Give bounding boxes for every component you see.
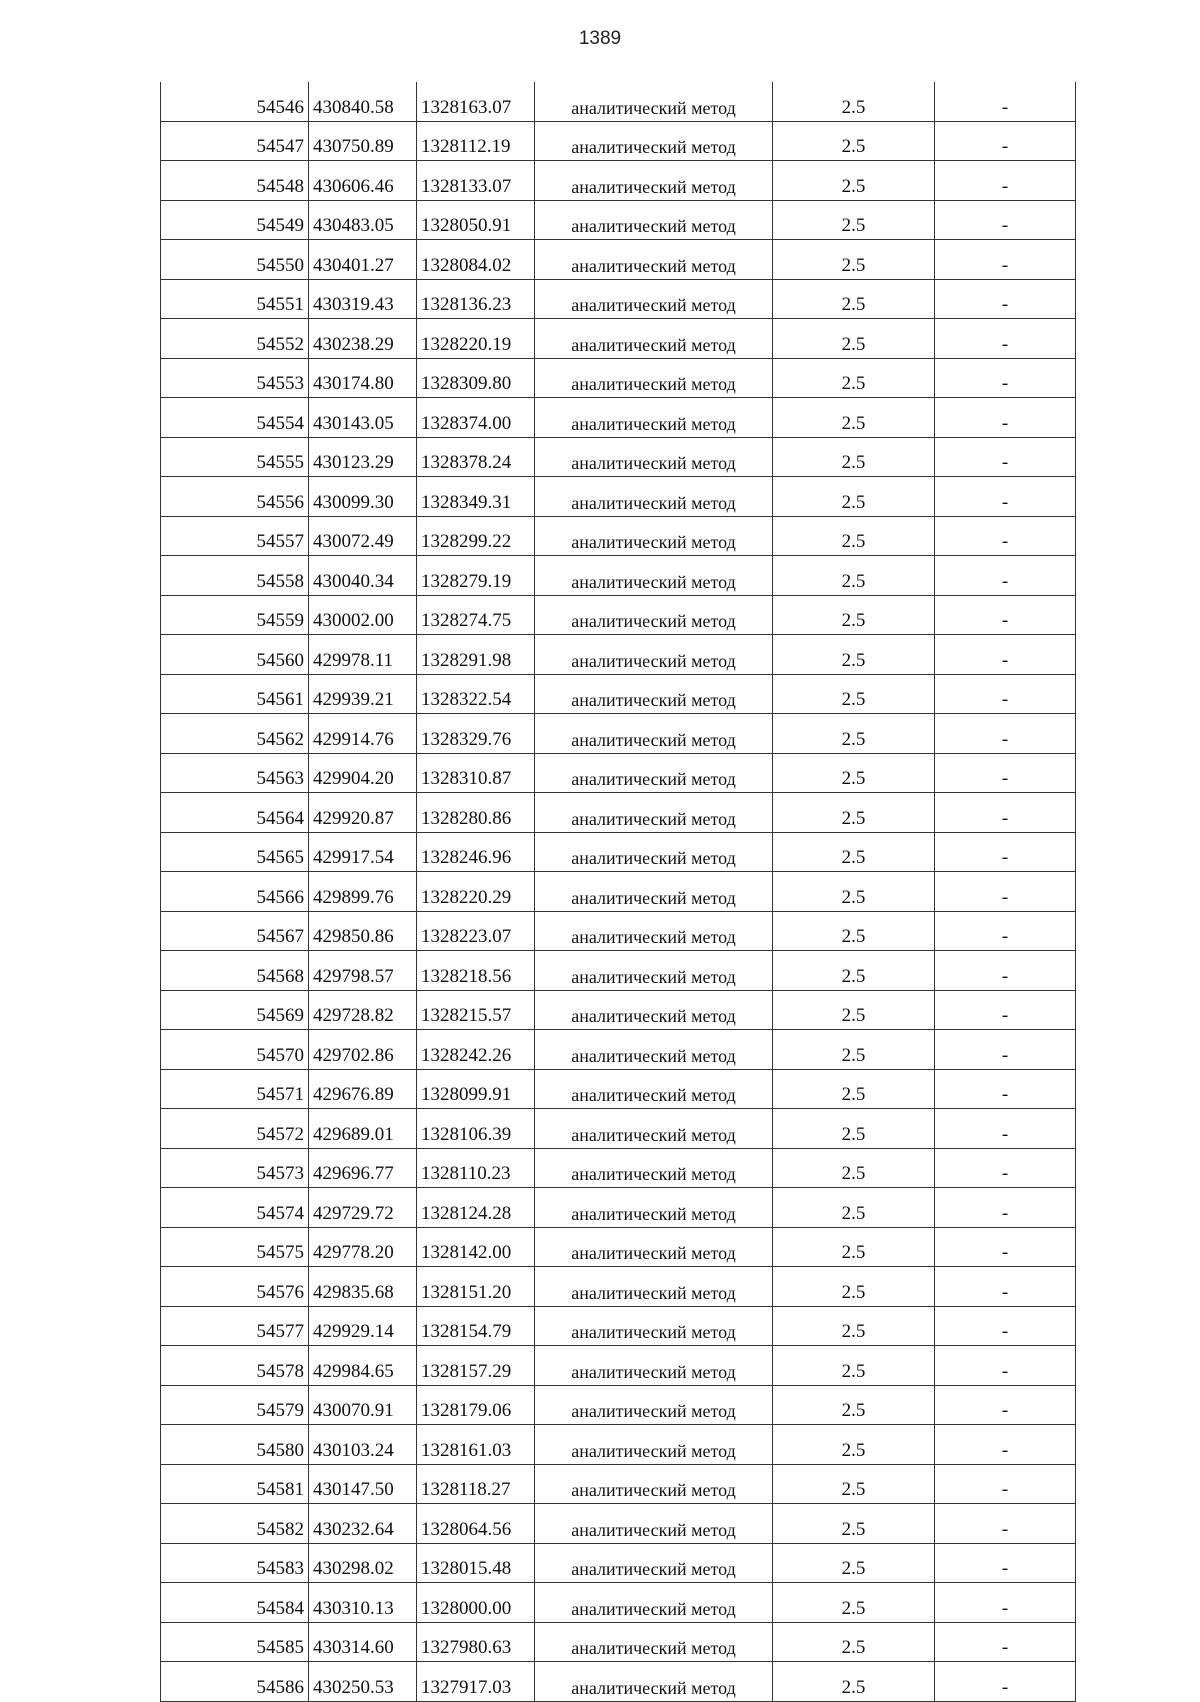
table-row [161,1346,1076,1386]
method-cell: аналитический метод [535,556,773,596]
table-row [161,1109,1076,1149]
point-number-cell: 54563 [161,753,309,793]
table-row [161,82,1076,121]
method-cell: аналитический метод [535,437,773,477]
point-number-cell: 54555 [161,437,309,477]
note-cell: - [935,1622,1076,1662]
method-cell: аналитический метод [535,1583,773,1623]
point-number-cell: 54578 [161,1346,309,1386]
x-coordinate-cell: 429914.76 [309,714,417,754]
point-number-cell: 54581 [161,1464,309,1504]
table-row [161,477,1076,517]
x-coordinate-cell: 430099.30 [309,477,417,517]
method-cell: аналитический метод [535,319,773,359]
accuracy-cell: 2.5 [773,1583,935,1623]
table-row [161,635,1076,675]
table-row [161,1543,1076,1583]
note-cell: - [935,1188,1076,1228]
y-coordinate-cell: 1328154.79 [417,1306,535,1346]
point-number-cell: 54549 [161,200,309,240]
page-number: 1389 [578,28,622,49]
method-cell: аналитический метод [535,872,773,912]
method-cell: аналитический метод [535,793,773,833]
note-cell: - [935,1504,1076,1544]
point-number-cell: 54559 [161,595,309,635]
x-coordinate-cell: 430750.89 [309,121,417,161]
note-cell: - [935,279,1076,319]
y-coordinate-cell: 1327980.63 [417,1622,535,1662]
x-coordinate-cell: 430123.29 [309,437,417,477]
accuracy-cell: 2.5 [773,1188,935,1228]
x-coordinate-cell: 430840.58 [309,82,417,121]
y-coordinate-cell: 1328274.75 [417,595,535,635]
point-number-cell: 54574 [161,1188,309,1228]
x-coordinate-cell: 430103.24 [309,1425,417,1465]
table-row [161,1662,1076,1702]
note-cell: - [935,161,1076,201]
note-cell: - [935,1346,1076,1386]
note-cell: - [935,1543,1076,1583]
y-coordinate-cell: 1328299.22 [417,516,535,556]
point-number-cell: 54584 [161,1583,309,1623]
x-coordinate-cell: 430143.05 [309,398,417,438]
method-cell: аналитический метод [535,1227,773,1267]
method-cell: аналитический метод [535,832,773,872]
note-cell: - [935,1464,1076,1504]
coordinates-table [160,82,1076,1702]
accuracy-cell: 2.5 [773,1109,935,1149]
x-coordinate-cell: 429984.65 [309,1346,417,1386]
y-coordinate-cell: 1328215.57 [417,990,535,1030]
accuracy-cell: 2.5 [773,1543,935,1583]
x-coordinate-cell: 430174.80 [309,358,417,398]
table-row [161,1227,1076,1267]
y-coordinate-cell: 1328084.02 [417,240,535,280]
y-coordinate-cell: 1328378.24 [417,437,535,477]
table-row [161,1148,1076,1188]
accuracy-cell: 2.5 [773,556,935,596]
point-number-cell: 54550 [161,240,309,280]
note-cell: - [935,1148,1076,1188]
y-coordinate-cell: 1328279.19 [417,556,535,596]
table-row [161,1267,1076,1307]
table-row [161,556,1076,596]
x-coordinate-cell: 429696.77 [309,1148,417,1188]
accuracy-cell: 2.5 [773,240,935,280]
x-coordinate-cell: 429904.20 [309,753,417,793]
note-cell: - [935,240,1076,280]
x-coordinate-cell: 429978.11 [309,635,417,675]
accuracy-cell: 2.5 [773,279,935,319]
point-number-cell: 54586 [161,1662,309,1702]
accuracy-cell: 2.5 [773,1662,935,1702]
y-coordinate-cell: 1327917.03 [417,1662,535,1702]
table-row [161,319,1076,359]
table-row [161,1504,1076,1544]
y-coordinate-cell: 1328000.00 [417,1583,535,1623]
accuracy-cell: 2.5 [773,358,935,398]
point-number-cell: 54561 [161,674,309,714]
method-cell: аналитический метод [535,1543,773,1583]
y-coordinate-cell: 1328136.23 [417,279,535,319]
accuracy-cell: 2.5 [773,753,935,793]
point-number-cell: 54570 [161,1030,309,1070]
note-cell: - [935,477,1076,517]
note-cell: - [935,1109,1076,1149]
accuracy-cell: 2.5 [773,82,935,121]
note-cell: - [935,1662,1076,1702]
method-cell: аналитический метод [535,1148,773,1188]
y-coordinate-cell: 1328374.00 [417,398,535,438]
point-number-cell: 54582 [161,1504,309,1544]
y-coordinate-cell: 1328015.48 [417,1543,535,1583]
y-coordinate-cell: 1328322.54 [417,674,535,714]
x-coordinate-cell: 430232.64 [309,1504,417,1544]
y-coordinate-cell: 1328309.80 [417,358,535,398]
x-coordinate-cell: 429920.87 [309,793,417,833]
table-row [161,595,1076,635]
table-row [161,753,1076,793]
table-row [161,1464,1076,1504]
y-coordinate-cell: 1328142.00 [417,1227,535,1267]
method-cell: аналитический метод [535,1267,773,1307]
y-coordinate-cell: 1328157.29 [417,1346,535,1386]
note-cell: - [935,398,1076,438]
table-row [161,1583,1076,1623]
y-coordinate-cell: 1328329.76 [417,714,535,754]
note-cell: - [935,911,1076,951]
y-coordinate-cell: 1328246.96 [417,832,535,872]
table-row [161,358,1076,398]
method-cell: аналитический метод [535,200,773,240]
point-number-cell: 54552 [161,319,309,359]
table-row [161,1069,1076,1109]
note-cell: - [935,714,1076,754]
method-cell: аналитический метод [535,1109,773,1149]
table-row [161,516,1076,556]
x-coordinate-cell: 429917.54 [309,832,417,872]
x-coordinate-cell: 429778.20 [309,1227,417,1267]
method-cell: аналитический метод [535,595,773,635]
y-coordinate-cell: 1328242.26 [417,1030,535,1070]
method-cell: аналитический метод [535,1306,773,1346]
y-coordinate-cell: 1328050.91 [417,200,535,240]
x-coordinate-cell: 429729.72 [309,1188,417,1228]
point-number-cell: 54576 [161,1267,309,1307]
accuracy-cell: 2.5 [773,1622,935,1662]
y-coordinate-cell: 1328161.03 [417,1425,535,1465]
method-cell: аналитический метод [535,1030,773,1070]
note-cell: - [935,753,1076,793]
y-coordinate-cell: 1328220.29 [417,872,535,912]
point-number-cell: 54548 [161,161,309,201]
table-row [161,990,1076,1030]
table-row [161,1030,1076,1070]
x-coordinate-cell: 430238.29 [309,319,417,359]
x-coordinate-cell: 430483.05 [309,200,417,240]
method-cell: аналитический метод [535,911,773,951]
method-cell: аналитический метод [535,674,773,714]
note-cell: - [935,1069,1076,1109]
y-coordinate-cell: 1328112.19 [417,121,535,161]
point-number-cell: 54566 [161,872,309,912]
point-number-cell: 54583 [161,1543,309,1583]
accuracy-cell: 2.5 [773,1069,935,1109]
accuracy-cell: 2.5 [773,1504,935,1544]
note-cell: - [935,1385,1076,1425]
note-cell: - [935,82,1076,121]
point-number-cell: 54546 [161,82,309,121]
method-cell: аналитический метод [535,1464,773,1504]
accuracy-cell: 2.5 [773,832,935,872]
accuracy-cell: 2.5 [773,398,935,438]
method-cell: аналитический метод [535,1662,773,1702]
y-coordinate-cell: 1328099.91 [417,1069,535,1109]
y-coordinate-cell: 1328280.86 [417,793,535,833]
method-cell: аналитический метод [535,161,773,201]
method-cell: аналитический метод [535,635,773,675]
method-cell: аналитический метод [535,1622,773,1662]
note-cell: - [935,793,1076,833]
note-cell: - [935,358,1076,398]
table-body [161,82,1076,1701]
method-cell: аналитический метод [535,1188,773,1228]
y-coordinate-cell: 1328133.07 [417,161,535,201]
point-number-cell: 54564 [161,793,309,833]
note-cell: - [935,872,1076,912]
accuracy-cell: 2.5 [773,1425,935,1465]
x-coordinate-cell: 430319.43 [309,279,417,319]
table-row [161,714,1076,754]
table-row [161,1306,1076,1346]
method-cell: аналитический метод [535,82,773,121]
point-number-cell: 54575 [161,1227,309,1267]
point-number-cell: 54553 [161,358,309,398]
table-row [161,279,1076,319]
point-number-cell: 54572 [161,1109,309,1149]
method-cell: аналитический метод [535,121,773,161]
accuracy-cell: 2.5 [773,161,935,201]
method-cell: аналитический метод [535,714,773,754]
point-number-cell: 54556 [161,477,309,517]
table-row [161,200,1076,240]
table-row [161,240,1076,280]
accuracy-cell: 2.5 [773,714,935,754]
note-cell: - [935,1425,1076,1465]
note-cell: - [935,121,1076,161]
table-row [161,437,1076,477]
accuracy-cell: 2.5 [773,1267,935,1307]
x-coordinate-cell: 429689.01 [309,1109,417,1149]
x-coordinate-cell: 430314.60 [309,1622,417,1662]
table-row [161,161,1076,201]
table-row [161,793,1076,833]
note-cell: - [935,319,1076,359]
y-coordinate-cell: 1328151.20 [417,1267,535,1307]
table-row [161,832,1076,872]
note-cell: - [935,990,1076,1030]
x-coordinate-cell: 430070.91 [309,1385,417,1425]
accuracy-cell: 2.5 [773,477,935,517]
table-row [161,1425,1076,1465]
x-coordinate-cell: 430401.27 [309,240,417,280]
accuracy-cell: 2.5 [773,200,935,240]
method-cell: аналитический метод [535,477,773,517]
point-number-cell: 54579 [161,1385,309,1425]
x-coordinate-cell: 430147.50 [309,1464,417,1504]
note-cell: - [935,516,1076,556]
method-cell: аналитический метод [535,1425,773,1465]
x-coordinate-cell: 429676.89 [309,1069,417,1109]
note-cell: - [935,200,1076,240]
accuracy-cell: 2.5 [773,1148,935,1188]
x-coordinate-cell: 429728.82 [309,990,417,1030]
y-coordinate-cell: 1328163.07 [417,82,535,121]
note-cell: - [935,437,1076,477]
accuracy-cell: 2.5 [773,319,935,359]
x-coordinate-cell: 430606.46 [309,161,417,201]
point-number-cell: 54554 [161,398,309,438]
x-coordinate-cell: 430040.34 [309,556,417,596]
table-row [161,674,1076,714]
point-number-cell: 54565 [161,832,309,872]
method-cell: аналитический метод [535,1069,773,1109]
method-cell: аналитический метод [535,279,773,319]
y-coordinate-cell: 1328349.31 [417,477,535,517]
y-coordinate-cell: 1328124.28 [417,1188,535,1228]
table-row [161,1188,1076,1228]
y-coordinate-cell: 1328179.06 [417,1385,535,1425]
point-number-cell: 54547 [161,121,309,161]
y-coordinate-cell: 1328310.87 [417,753,535,793]
x-coordinate-cell: 429939.21 [309,674,417,714]
point-number-cell: 54557 [161,516,309,556]
accuracy-cell: 2.5 [773,1306,935,1346]
method-cell: аналитический метод [535,1346,773,1386]
y-coordinate-cell: 1328106.39 [417,1109,535,1149]
point-number-cell: 54551 [161,279,309,319]
table-row [161,1622,1076,1662]
point-number-cell: 54568 [161,951,309,991]
note-cell: - [935,635,1076,675]
point-number-cell: 54577 [161,1306,309,1346]
accuracy-cell: 2.5 [773,516,935,556]
note-cell: - [935,1306,1076,1346]
accuracy-cell: 2.5 [773,437,935,477]
table-row [161,951,1076,991]
point-number-cell: 54569 [161,990,309,1030]
accuracy-cell: 2.5 [773,793,935,833]
point-number-cell: 54585 [161,1622,309,1662]
x-coordinate-cell: 429850.86 [309,911,417,951]
x-coordinate-cell: 429835.68 [309,1267,417,1307]
note-cell: - [935,595,1076,635]
y-coordinate-cell: 1328223.07 [417,911,535,951]
method-cell: аналитический метод [535,951,773,991]
point-number-cell: 54573 [161,1148,309,1188]
y-coordinate-cell: 1328218.56 [417,951,535,991]
x-coordinate-cell: 429798.57 [309,951,417,991]
method-cell: аналитический метод [535,1385,773,1425]
accuracy-cell: 2.5 [773,1385,935,1425]
accuracy-cell: 2.5 [773,911,935,951]
accuracy-cell: 2.5 [773,990,935,1030]
point-number-cell: 54567 [161,911,309,951]
x-coordinate-cell: 429899.76 [309,872,417,912]
accuracy-cell: 2.5 [773,121,935,161]
y-coordinate-cell: 1328118.27 [417,1464,535,1504]
note-cell: - [935,832,1076,872]
y-coordinate-cell: 1328220.19 [417,319,535,359]
method-cell: аналитический метод [535,1504,773,1544]
point-number-cell: 54558 [161,556,309,596]
note-cell: - [935,1227,1076,1267]
table-row [161,398,1076,438]
note-cell: - [935,1030,1076,1070]
method-cell: аналитический метод [535,990,773,1030]
table-row [161,121,1076,161]
method-cell: аналитический метод [535,398,773,438]
accuracy-cell: 2.5 [773,1030,935,1070]
table-row [161,911,1076,951]
note-cell: - [935,556,1076,596]
accuracy-cell: 2.5 [773,674,935,714]
x-coordinate-cell: 430002.00 [309,595,417,635]
accuracy-cell: 2.5 [773,872,935,912]
method-cell: аналитический метод [535,516,773,556]
method-cell: аналитический метод [535,358,773,398]
x-coordinate-cell: 430250.53 [309,1662,417,1702]
note-cell: - [935,674,1076,714]
x-coordinate-cell: 429702.86 [309,1030,417,1070]
x-coordinate-cell: 429929.14 [309,1306,417,1346]
accuracy-cell: 2.5 [773,1227,935,1267]
y-coordinate-cell: 1328291.98 [417,635,535,675]
point-number-cell: 54580 [161,1425,309,1465]
x-coordinate-cell: 430298.02 [309,1543,417,1583]
y-coordinate-cell: 1328110.23 [417,1148,535,1188]
table-row [161,872,1076,912]
point-number-cell: 54562 [161,714,309,754]
note-cell: - [935,1267,1076,1307]
accuracy-cell: 2.5 [773,1464,935,1504]
method-cell: аналитический метод [535,753,773,793]
x-coordinate-cell: 430072.49 [309,516,417,556]
table-row [161,1385,1076,1425]
y-coordinate-cell: 1328064.56 [417,1504,535,1544]
accuracy-cell: 2.5 [773,1346,935,1386]
note-cell: - [935,951,1076,991]
method-cell: аналитический метод [535,240,773,280]
point-number-cell: 54560 [161,635,309,675]
accuracy-cell: 2.5 [773,951,935,991]
accuracy-cell: 2.5 [773,595,935,635]
accuracy-cell: 2.5 [773,635,935,675]
note-cell: - [935,1583,1076,1623]
x-coordinate-cell: 430310.13 [309,1583,417,1623]
point-number-cell: 54571 [161,1069,309,1109]
